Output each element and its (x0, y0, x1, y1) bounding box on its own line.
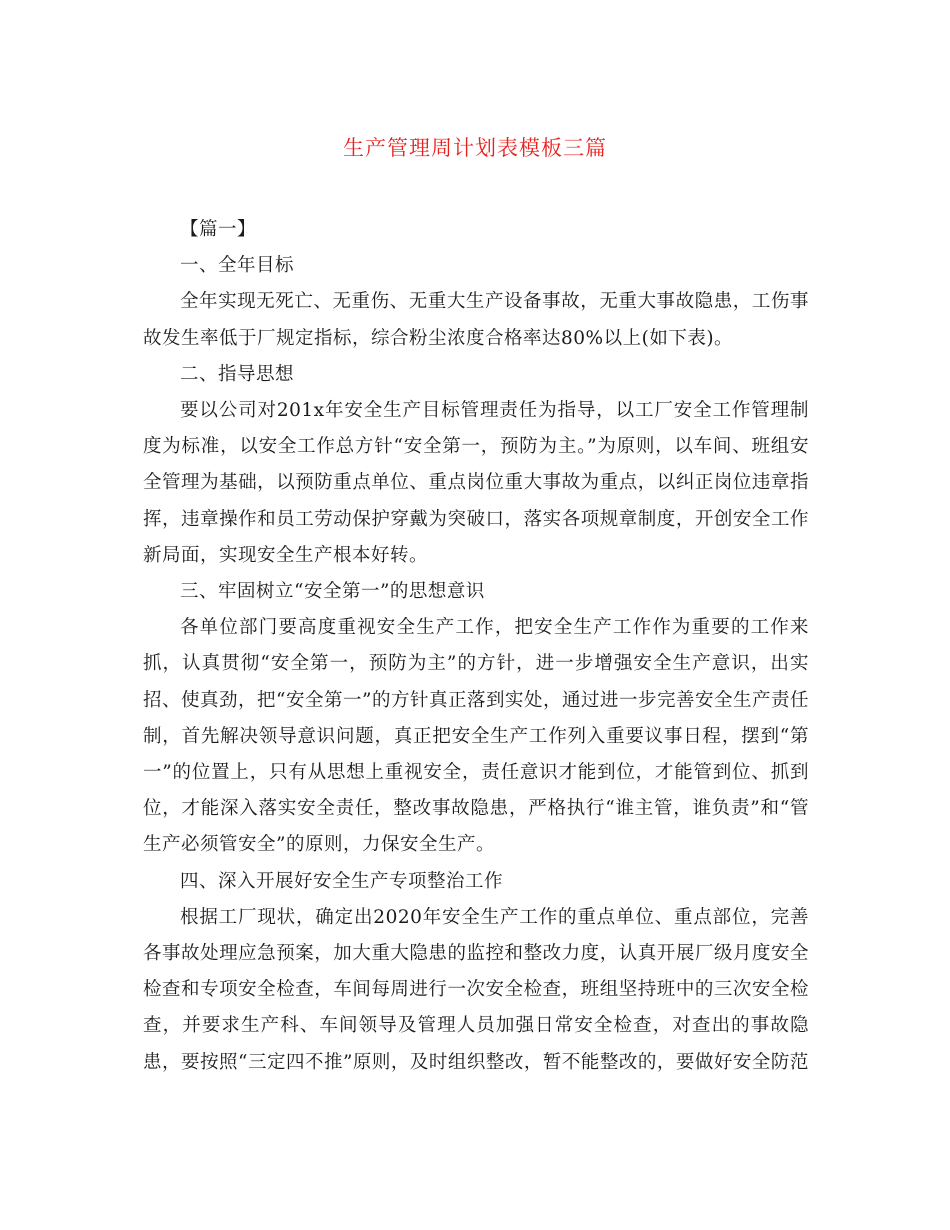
paragraph-3: 各单位部门要高度重视安全生产工作，把安全生产工作作为重要的工作来抓，认真贯彻“安全第一，预防为主”的方针，进一步增强安全生产意识，出实招、使真劲，把“安全第一”的方针真正落到实处，通过进一步完善安全生产责任制，首先解决领导意识问题，真正把安全生产工作列入重要议事日程，摆到“第一”的位置上，只有从思想上重视安全，责任意识才能到位，才能管到位、抓到位，才能深入落实安全责任，整改事故隐患，严格执行“谁主管，谁负责”和“管生产必须管安全”的原则，力保安全生产。 (143, 617, 809, 856)
section-heading-4: 四、深入开展好安全生产专项整治工作 (180, 870, 504, 892)
paragraph-1: 全年实现无死亡、无重伤、无重大生产设备事故，无重大事故隐患，工伤事故发生率低于厂规定指标，综合粉尘浓度合格率达80%以上(如下表)。 (143, 291, 809, 349)
paragraph-2: 要以公司对201x年安全生产目标管理责任为指导，以工厂安全工作管理制度为标准，以安全工作总方针“安全第一，预防为主。”为原则，以车间、班组安全管理为基础，以预防重点单位、重点岗位重大事故为重点，以纠正岗位违章指挥，违章操作和员工劳动保护穿戴为突破口，落实各项规章制度，开创安全工作新局面，实现安全生产根本好转。 (143, 400, 809, 566)
section-marker: 【篇一】 (180, 219, 257, 240)
section-heading-1: 一、全年目标 (180, 255, 295, 277)
section-heading-3: 三、牢固树立“安全第一”的思想意识 (180, 581, 485, 603)
section-heading-2: 二、指导思想 (180, 363, 295, 385)
paragraph-4: 根据工厂现状，确定出2020年安全生产工作的重点单位、重点部位，完善各事故处理应急预案，加大重大隐患的监控和整改力度，认真开展厂级月度安全检查和专项安全检查，车间每周进行一次安全检查，班组坚持班中的三次安全检查，并要求生产科、车间领导及管理人员加强日常安全检查，对查出的事故隐患，要按照“三定四不推”原则，及时组织整改，暂不能整改的，要做好安全防范 (143, 906, 809, 1073)
document-body (143, 212, 809, 1081)
document-title: 生产管理周计划表模板三篇 (343, 136, 607, 160)
